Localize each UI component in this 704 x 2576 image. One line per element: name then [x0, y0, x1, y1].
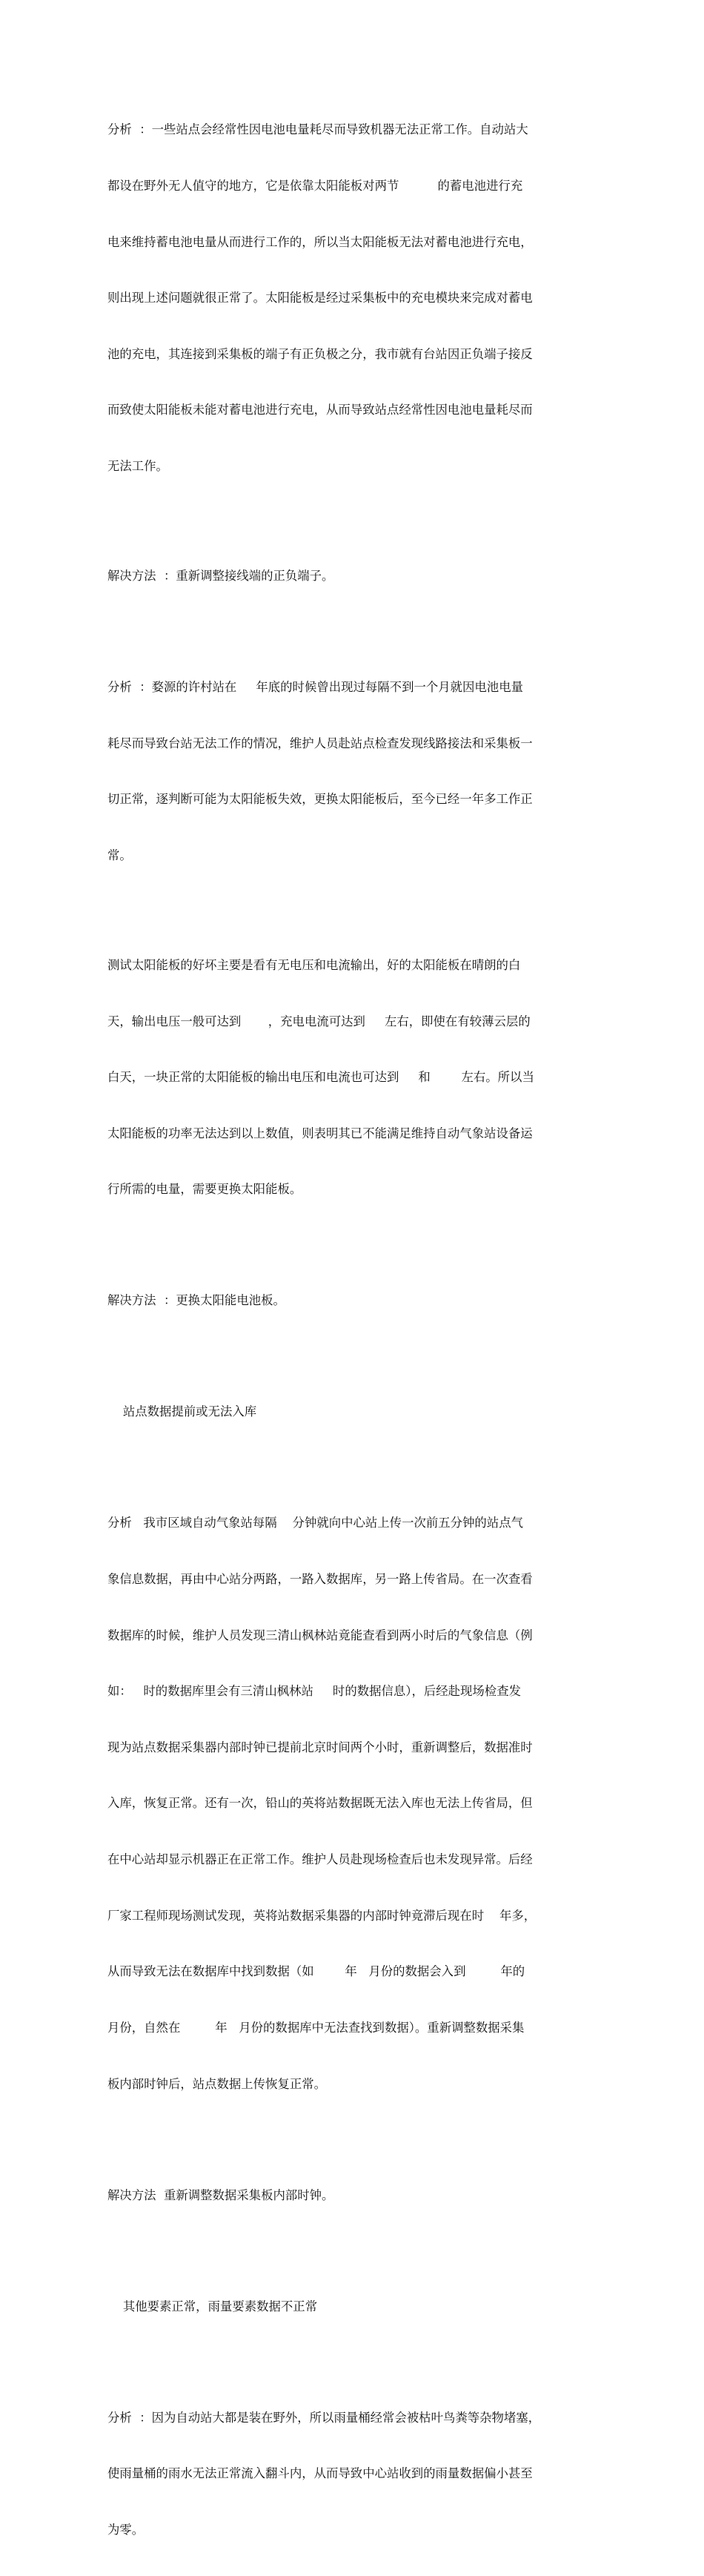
text-line: 入库，恢复正常。还有一次，铅山的英将站数据既无法入库也无法上传省局，但 — [107, 1796, 533, 1811]
text-line: 太阳能板的功率无法达到以上数值，则表明其已不能满足维持自动气象站设备运 — [107, 1126, 533, 1140]
text-line: 池的充电，其连接到采集板的端子有正负极之分，我市就有台站因正负端子接反 — [107, 346, 533, 361]
text-line: 分析 我市区域自动气象站每隔 分钟就向中心站上传一次前五分钟的站点气 — [107, 1516, 523, 1530]
text-line: 分析 ：因为自动站大都是装在野外，所以雨量桶经常会被枯叶鸟粪等杂物堵塞， — [107, 2410, 541, 2425]
text-line: 解决方法 ：更换太阳能电池板。 — [107, 1293, 285, 1308]
text-line: 厂家工程师现场测试发现，英将站数据采集器的内部时钟竟滞后现在时 年多， — [107, 1908, 537, 1923]
paragraph-solution-replace-panel — [107, 1254, 600, 1347]
paragraph-solution-terminals — [107, 529, 600, 623]
text-line: 行所需的电量，需要更换太阳能板。 — [107, 1182, 302, 1197]
text-line: 现为站点数据采集器内部时钟已提前北京时间两个小时，重新调整后，数据准时 — [107, 1740, 533, 1754]
text-line: 解决方法 ：重新调整接线端的正负端子。 — [107, 569, 334, 584]
text-line: 为零。 — [107, 2522, 145, 2537]
text-line: 数据库的时候，维护人员发现三清山枫林站竟能查看到两小时后的气象信息（例 — [107, 1628, 533, 1642]
text-line: 都设在野外无人值守的地方，它是依靠太阳能板对两节 的蓄电池进行充 — [107, 179, 523, 194]
section-heading-rainfall — [107, 2259, 600, 2353]
paragraph-analysis-battery — [107, 83, 600, 513]
text-line: 如： 时的数据库里会有三清山枫林站 时的数据信息），后经赴现场检查发 — [107, 1684, 521, 1699]
text-line: 象信息数据，再由中心站分两路，一路入数据库，另一路上传省局。在一次查看 — [107, 1572, 533, 1587]
text-line: 白天，一块正常的太阳能板的输出电压和电流也可达到 和 左右。所以当 — [107, 1070, 534, 1085]
text-line: 耗尽而导致台站无法工作的情况，维护人员赴站点检查发现线路接法和采集板一 — [107, 736, 533, 750]
text-line: 分析 ：一些站点会经常性因电池电量耗尽而导致机器无法正常工作。自动站大 — [107, 122, 528, 137]
text-line: 解决方法 重新调整数据采集板内部时钟。 — [107, 2187, 334, 2202]
text-line: 则出现上述问题就很正常了。太阳能板是经过采集板中的充电模块来完成对蓄电 — [107, 291, 533, 306]
text-line: 常。 — [107, 848, 132, 862]
text-line: 天，输出电压一般可达到 ，充电电流可达到 左右，即使在有较薄云层的 — [107, 1014, 531, 1028]
paragraph-analysis-xucun — [107, 641, 600, 902]
text-line: 月份，自然在 年 月份的数据库中无法查找到数据）。重新调整数据采集 — [107, 2020, 525, 2035]
text-line: 从而导致无法在数据库中找到数据（如 年 月份的数据会入到 年的 — [107, 1964, 525, 1979]
paragraph-solution-clock — [107, 2148, 600, 2242]
heading-text: 其他要素正常，雨量要素数据不正常 — [107, 2299, 318, 2314]
text-line: 测试太阳能板的好坏主要是看有无电压和电流输出，好的太阳能板在晴朗的白 — [107, 957, 521, 972]
text-line: 分析 ：婺源的许村站在 年底的时候曾出现过每隔不到一个月就因电池电量 — [107, 680, 523, 695]
text-line: 电来维持蓄电池电量从而进行工作的，所以当太阳能板无法对蓄电池进行充电， — [107, 234, 533, 249]
text-line: 板内部时钟后，站点数据上传恢复正常。 — [107, 2076, 327, 2091]
section-heading-data-storage — [107, 1365, 600, 1459]
text-line: 切正常，逐判断可能为太阳能板失效，更换太阳能板后，至今已经一年多工作正 — [107, 792, 533, 807]
document-page — [107, 83, 600, 2576]
paragraph-analysis-data-clock — [107, 1476, 600, 2130]
text-line: 在中心站却显示机器正在正常工作。维护人员赴现场检查后也未发现异常。后经 — [107, 1852, 533, 1867]
heading-text: 站点数据提前或无法入库 — [107, 1404, 257, 1419]
paragraph-solar-panel-test — [107, 919, 600, 1236]
text-line: 而致使太阳能板未能对蓄电池进行充电，从而导致站点经常性因电池电量耗尽而 — [107, 403, 533, 417]
text-line: 使雨量桶的雨水无法正常流入翻斗内，从而导致中心站收到的雨量数据偏小甚至 — [107, 2466, 533, 2481]
paragraph-analysis-rainfall — [107, 2371, 600, 2576]
text-line: 无法工作。 — [107, 459, 168, 474]
